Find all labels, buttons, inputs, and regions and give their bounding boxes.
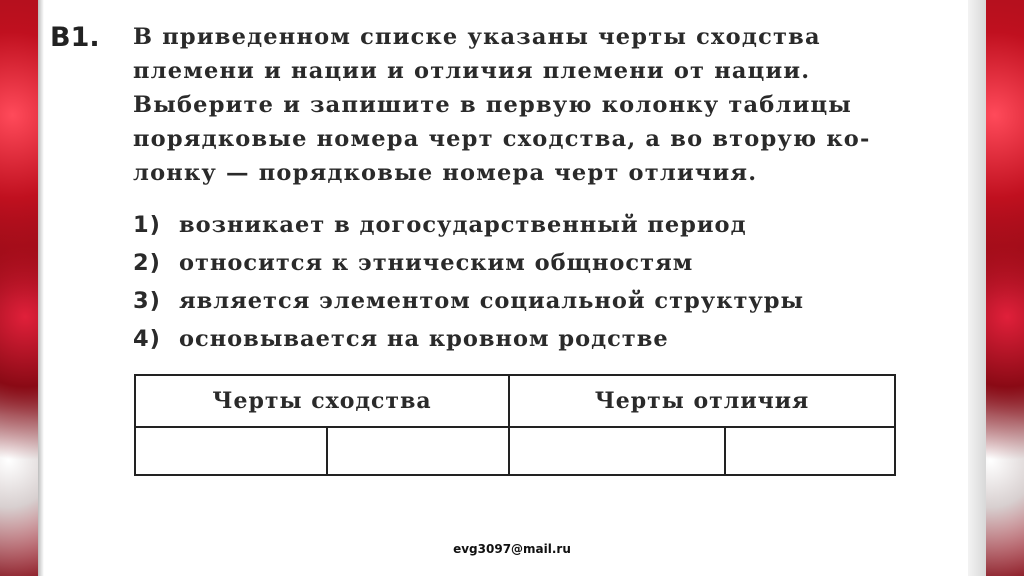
answer-cell-similarity-2[interactable] <box>327 427 509 475</box>
option-text: возникает в догосударственный период <box>179 212 747 238</box>
option-item <box>133 244 893 282</box>
instruction-line: племени и нации и отличия племени от нации. <box>133 58 811 84</box>
instruction-line: порядковые номера черт сходства, а во вторую ко- <box>133 126 871 152</box>
option-number: 3) <box>133 288 161 314</box>
answer-table <box>134 374 896 476</box>
answer-cell-difference-1[interactable] <box>509 427 725 475</box>
instruction-line: В приведенном списке указаны черты сходства <box>133 24 821 50</box>
answer-table-header-row <box>135 375 895 427</box>
task-number: B1. <box>50 22 100 53</box>
background-right <box>982 0 1024 576</box>
answer-table-input-row <box>135 427 895 475</box>
option-number: 1) <box>133 212 161 238</box>
option-number: 2) <box>133 250 161 276</box>
background-left <box>0 0 42 576</box>
instruction-line: Выберите и запишите в первую колонку таблицы <box>133 92 853 118</box>
answer-cell-difference-2[interactable] <box>725 427 895 475</box>
page-edge-left <box>38 0 44 576</box>
option-item <box>133 206 893 244</box>
header-differences: Черты отличия <box>509 375 895 427</box>
option-number: 4) <box>133 326 161 352</box>
option-text: является элементом социальной структуры <box>179 288 805 314</box>
options-list <box>133 206 893 358</box>
instruction-line: лонку — порядковые номера черт отличия. <box>133 160 758 186</box>
option-text: относится к этническим общностям <box>179 250 694 276</box>
header-similarities: Черты сходства <box>135 375 509 427</box>
option-item <box>133 320 893 358</box>
author-email: evg3097@mail.ru <box>453 542 571 556</box>
option-item <box>133 282 893 320</box>
page-edge-right <box>968 0 986 576</box>
answer-cell-similarity-1[interactable] <box>135 427 327 475</box>
option-text: основывается на кровном родстве <box>179 326 669 352</box>
task-instructions <box>133 20 903 190</box>
